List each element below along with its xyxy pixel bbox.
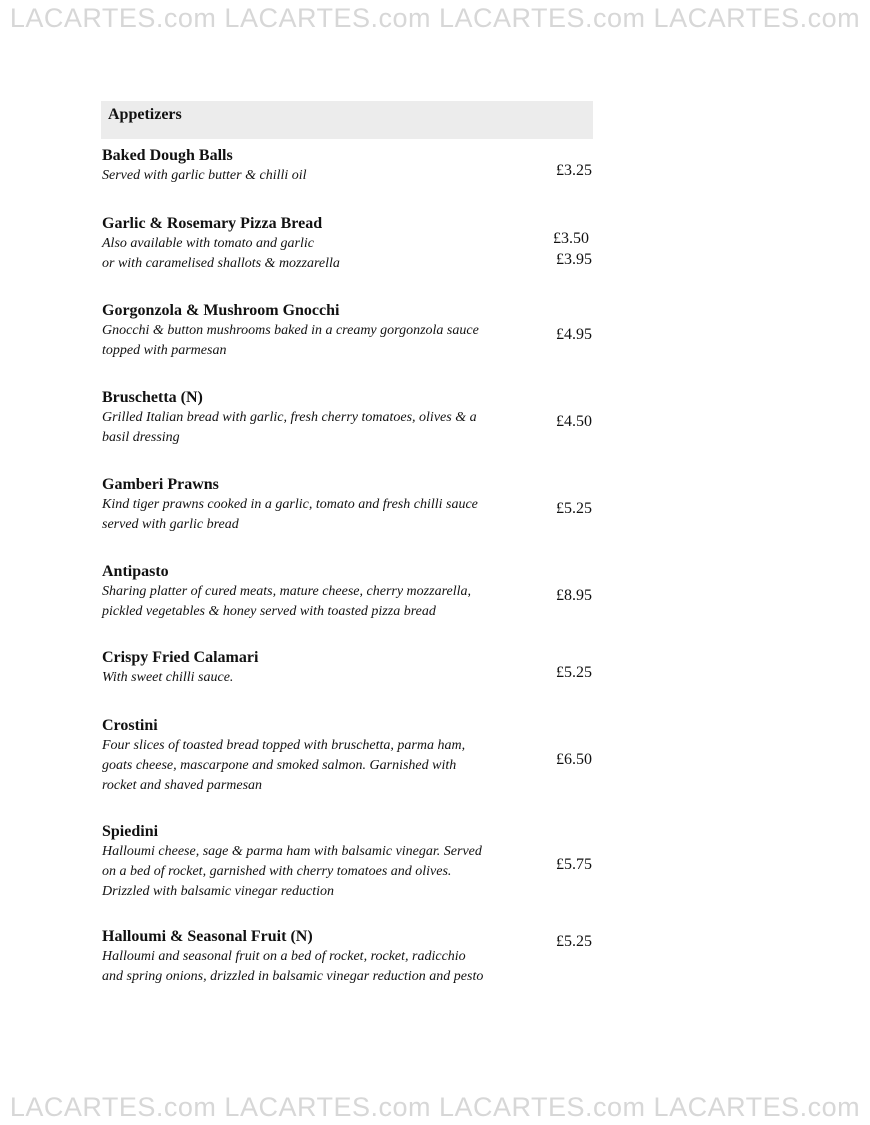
menu-item-description (102, 582, 534, 622)
description-line: Halloumi cheese, sage & parma ham with balsamic vinegar. Served (102, 844, 482, 859)
menu-item-name: Garlic & Rosemary Pizza Bread (102, 215, 323, 232)
menu-item-name: Halloumi & Seasonal Fruit (N) (102, 928, 313, 945)
menu-item-description (102, 842, 534, 902)
description-line: and spring onions, drizzled in balsamic vinegar reduction and pesto (102, 969, 484, 984)
description-line: or with caramelised shallots & mozzarella (102, 256, 340, 271)
description-line: Kind tiger prawns cooked in a garlic, tomato and fresh chilli sauce (102, 497, 478, 512)
menu-item-name: Baked Dough Balls (102, 147, 233, 164)
menu-item-description (102, 234, 534, 274)
menu-item (102, 648, 594, 688)
description-line: Halloumi and seasonal fruit on a bed of rocket, rocket, radicchio (102, 949, 466, 964)
menu-item-name: Bruschetta (N) (102, 389, 203, 406)
description-line: Gnocchi & button mushrooms baked in a creamy gorgonzola sauce (102, 323, 479, 338)
description-line: served with garlic bread (102, 517, 239, 532)
menu-item-price: £5.25 (556, 933, 592, 950)
menu-item (102, 716, 594, 796)
menu-item (102, 562, 594, 622)
description-line: topped with parmesan (102, 343, 227, 358)
menu-item-price: £5.25 (556, 664, 592, 681)
watermark-bottom: LACARTES.com LACARTES.com LACARTES.com LACARTES.com (9, 1094, 861, 1121)
menu-item-name: Gamberi Prawns (102, 476, 219, 493)
description-line: Four slices of toasted bread topped with bruschetta, parma ham, (102, 738, 466, 753)
description-line: With sweet chilli sauce. (102, 670, 234, 685)
menu-item-name: Spiedini (102, 823, 159, 840)
menu-item (102, 927, 594, 987)
menu-item (102, 214, 594, 274)
menu-item-description (102, 947, 534, 987)
menu-item-name: Crostini (102, 717, 158, 734)
description-line: goats cheese, mascarpone and smoked salmon. Garnished with (102, 758, 457, 773)
menu-item-name: Crispy Fried Calamari (102, 649, 259, 666)
watermark-top: LACARTES.com LACARTES.com LACARTES.com LACARTES.com (9, 5, 861, 32)
menu-item (102, 822, 594, 902)
description-line: Drizzled with balsamic vinegar reduction (102, 884, 335, 899)
description-line: Served with garlic butter & chilli oil (102, 168, 307, 183)
menu-item-price: £3.50 (553, 230, 589, 247)
description-line: pickled vegetables & honey served with toasted pizza bread (102, 604, 436, 619)
menu-item-description (102, 736, 534, 796)
menu-item-name: Gorgonzola & Mushroom Gnocchi (102, 302, 340, 319)
menu-item-price: £8.95 (556, 587, 592, 604)
menu-item-description (102, 668, 534, 688)
section-header-appetizers (101, 101, 593, 139)
menu-item-price: £3.95 (556, 251, 592, 268)
menu-item-price: £5.25 (556, 500, 592, 517)
menu-item-price: £5.75 (556, 856, 592, 873)
menu-item (102, 301, 594, 361)
section-title: Appetizers (108, 106, 182, 123)
menu-item-price: £6.50 (556, 751, 592, 768)
menu-item-price: £4.50 (556, 413, 592, 430)
menu-item-description (102, 321, 534, 361)
menu-item-name: Antipasto (102, 563, 169, 580)
menu-item (102, 388, 594, 448)
description-line: Also available with tomato and garlic (102, 236, 314, 251)
description-line: rocket and shaved parmesan (102, 778, 263, 793)
menu-item-price: £4.95 (556, 326, 592, 343)
description-line: Grilled Italian bread with garlic, fresh cherry tomatoes, olives & a (102, 410, 477, 425)
menu-item (102, 146, 594, 186)
menu-item (102, 475, 594, 535)
description-line: Sharing platter of cured meats, mature cheese, cherry mozzarella, (102, 584, 471, 599)
menu-item-description (102, 408, 534, 448)
description-line: basil dressing (102, 430, 180, 445)
menu-item-price: £3.25 (556, 162, 592, 179)
menu-item-description (102, 166, 534, 186)
description-line: on a bed of rocket, garnished with cherry tomatoes and olives. (102, 864, 452, 879)
menu-item-description (102, 495, 534, 535)
